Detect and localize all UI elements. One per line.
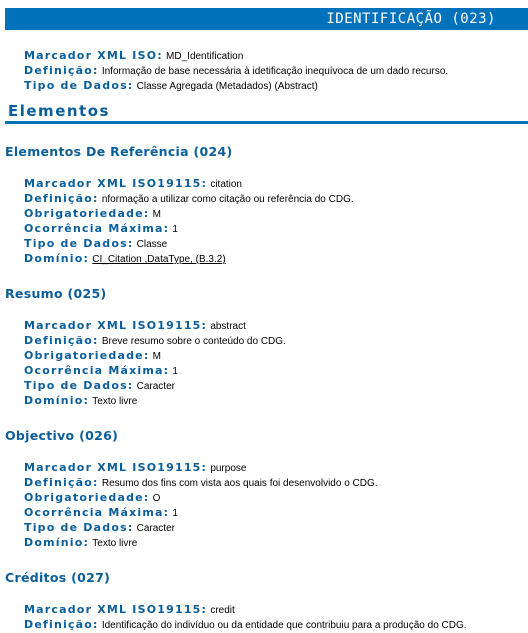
domain-link[interactable]: CI_Citation ,DataType, (B.3.2) xyxy=(92,254,226,265)
definition-label: Definição: xyxy=(24,476,99,489)
element-type-row xyxy=(24,379,175,394)
identification-marker-row xyxy=(24,49,243,64)
domain-label: Domínio: xyxy=(24,536,90,549)
element-definition-row xyxy=(24,192,354,207)
occurrence-value: 1 xyxy=(172,508,178,519)
definition-value: Informação de base necessária à idetificação inequívoca de um dado recurso. xyxy=(101,66,449,77)
definition-value: nformação a utilizar como citação ou referência do CDG. xyxy=(101,194,354,205)
element-obligation-row xyxy=(24,207,161,222)
marker-value: credit xyxy=(210,605,235,616)
type-value: Classe xyxy=(136,239,168,250)
page-header-bar xyxy=(5,8,528,30)
element-title: Créditos (027) xyxy=(5,570,111,585)
occurrence-value: 1 xyxy=(172,224,178,235)
element-marker-row xyxy=(24,461,246,476)
element-occurrence-row xyxy=(24,506,178,521)
obligation-value: M xyxy=(152,351,161,362)
marker-label: Marcador XML ISO: xyxy=(24,49,163,62)
element-domain-row xyxy=(24,252,226,267)
element-definition-row xyxy=(24,334,286,349)
element-domain-row xyxy=(24,536,137,551)
definition-value: Identificação do indivíduo ou da entidade que contribuiu para a produção do CDG. xyxy=(101,620,467,631)
element-definition-row xyxy=(24,476,378,491)
element-definition-row xyxy=(24,618,467,633)
marker-label: Marcador XML ISO19115: xyxy=(24,603,208,616)
section-title: Elementos xyxy=(8,102,110,120)
element-type-row xyxy=(24,237,167,252)
marker-label: Marcador XML ISO19115: xyxy=(24,319,208,332)
identification-definition-row xyxy=(24,64,448,79)
element-marker-row xyxy=(24,319,246,334)
marker-label: Marcador XML ISO19115: xyxy=(24,461,208,474)
element-title: Resumo (025) xyxy=(5,286,107,301)
type-value: Classe Agregada (Metadados) (Abstract) xyxy=(136,81,318,92)
marker-value: citation xyxy=(210,179,242,190)
definition-value: Breve resumo sobre o conteúdo do CDG. xyxy=(101,336,286,347)
element-occurrence-row xyxy=(24,222,178,237)
element-title: Objectivo (026) xyxy=(5,428,119,443)
domain-label: Domínio: xyxy=(24,252,90,265)
domain-value: Texto livre xyxy=(92,396,138,407)
section-divider xyxy=(5,121,528,124)
definition-label: Definição: xyxy=(24,192,99,205)
element-marker-row xyxy=(24,177,242,192)
obligation-value: O xyxy=(152,493,161,504)
definition-label: Definição: xyxy=(24,618,99,631)
obligation-label: Obrigatoriedade: xyxy=(24,491,150,504)
type-label: Tipo de Dados: xyxy=(24,521,134,534)
definition-label: Definição: xyxy=(24,334,99,347)
element-obligation-row xyxy=(24,349,161,364)
occurrence-label: Ocorrência Máxima: xyxy=(24,364,170,377)
element-domain-row xyxy=(24,394,137,409)
obligation-label: Obrigatoriedade: xyxy=(24,207,150,220)
obligation-label: Obrigatoriedade: xyxy=(24,349,150,362)
definition-label: Definição: xyxy=(24,64,99,77)
element-type-row xyxy=(24,521,175,536)
page-header-title: IDENTIFICAÇÃO (023) xyxy=(326,11,496,27)
marker-value: MD_Identification xyxy=(166,51,244,62)
obligation-value: M xyxy=(152,209,161,220)
domain-label: Domínio: xyxy=(24,394,90,407)
element-title: Elementos De Referência (024) xyxy=(5,144,233,159)
element-obligation-row xyxy=(24,491,160,506)
type-label: Tipo de Dados: xyxy=(24,79,134,92)
type-label: Tipo de Dados: xyxy=(24,237,134,250)
marker-value: abstract xyxy=(210,321,246,332)
type-value: Caracter xyxy=(136,523,175,534)
definition-value: Resumo dos fins com vista aos quais foi desenvolvido o CDG. xyxy=(101,478,378,489)
occurrence-label: Ocorrência Máxima: xyxy=(24,222,170,235)
type-label: Tipo de Dados: xyxy=(24,379,134,392)
element-marker-row xyxy=(24,603,235,618)
occurrence-value: 1 xyxy=(172,366,178,377)
element-occurrence-row xyxy=(24,364,178,379)
occurrence-label: Ocorrência Máxima: xyxy=(24,506,170,519)
domain-value: Texto livre xyxy=(92,538,138,549)
marker-value: purpose xyxy=(210,463,247,474)
type-value: Caracter xyxy=(136,381,175,392)
marker-label: Marcador XML ISO19115: xyxy=(24,177,208,190)
identification-type-row xyxy=(24,79,318,94)
